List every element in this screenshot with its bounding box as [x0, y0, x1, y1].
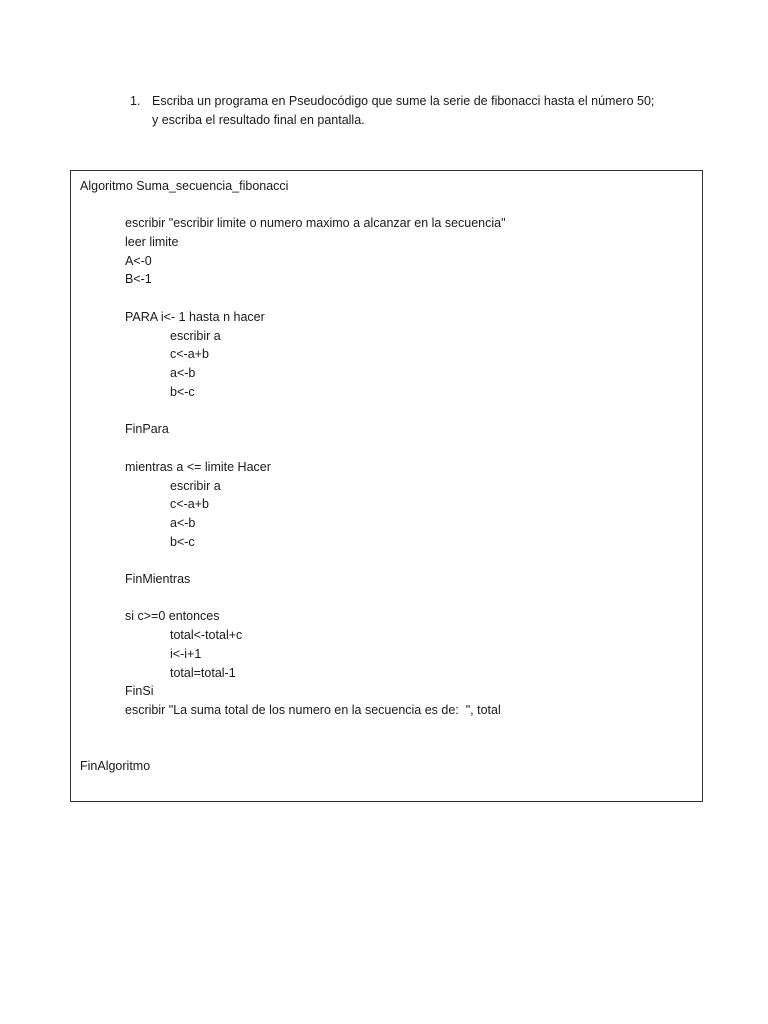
code-line-escribir: escribir "escribir limite o numero maximo a alcanzar en la secuencia" — [125, 216, 506, 230]
code-line-para: PARA i<- 1 hasta n hacer — [125, 310, 265, 324]
para-line-b: b<-c — [170, 385, 195, 399]
mientras-line-escribir: escribir a — [170, 479, 221, 493]
si-line-total-minus: total=total-1 — [170, 666, 236, 680]
para-line-a: a<-b — [170, 366, 196, 380]
code-line-si: si c>=0 entonces — [125, 609, 220, 623]
code-line-a-init: A<-0 — [125, 254, 152, 268]
code-line-leer: leer limite — [125, 235, 179, 249]
code-line-escribir-final: escribir "La suma total de los numero en la secuencia es de: ", total — [125, 703, 501, 717]
code-line-mientras: mientras a <= limite Hacer — [125, 460, 271, 474]
question-item — [130, 92, 730, 130]
code-line-finpara: FinPara — [125, 422, 169, 436]
question-text — [152, 92, 730, 130]
code-line-finmientras: FinMientras — [125, 572, 191, 586]
algorithm-header: Algoritmo Suma_secuencia_fibonacci — [80, 179, 289, 193]
para-line-c: c<-a+b — [170, 347, 209, 361]
mientras-line-c: c<-a+b — [170, 497, 209, 511]
code-line-finsi: FinSi — [125, 684, 154, 698]
question-number: 1. — [130, 94, 141, 108]
algorithm-footer: FinAlgoritmo — [80, 759, 151, 773]
mientras-line-a: a<-b — [170, 516, 196, 530]
code-line-b-init: B<-1 — [125, 272, 152, 286]
pseudocode-box — [70, 170, 703, 802]
si-line-i: i<-i+1 — [170, 647, 202, 661]
question-line-1: Escriba un programa en Pseudocódigo que sume la serie de fibonacci hasta el número 50; — [152, 94, 655, 108]
mientras-line-b: b<-c — [170, 535, 195, 549]
para-line-escribir: escribir a — [170, 329, 221, 343]
question-line-2: y escriba el resultado final en pantalla. — [152, 113, 365, 127]
si-line-total: total<-total+c — [170, 628, 243, 642]
